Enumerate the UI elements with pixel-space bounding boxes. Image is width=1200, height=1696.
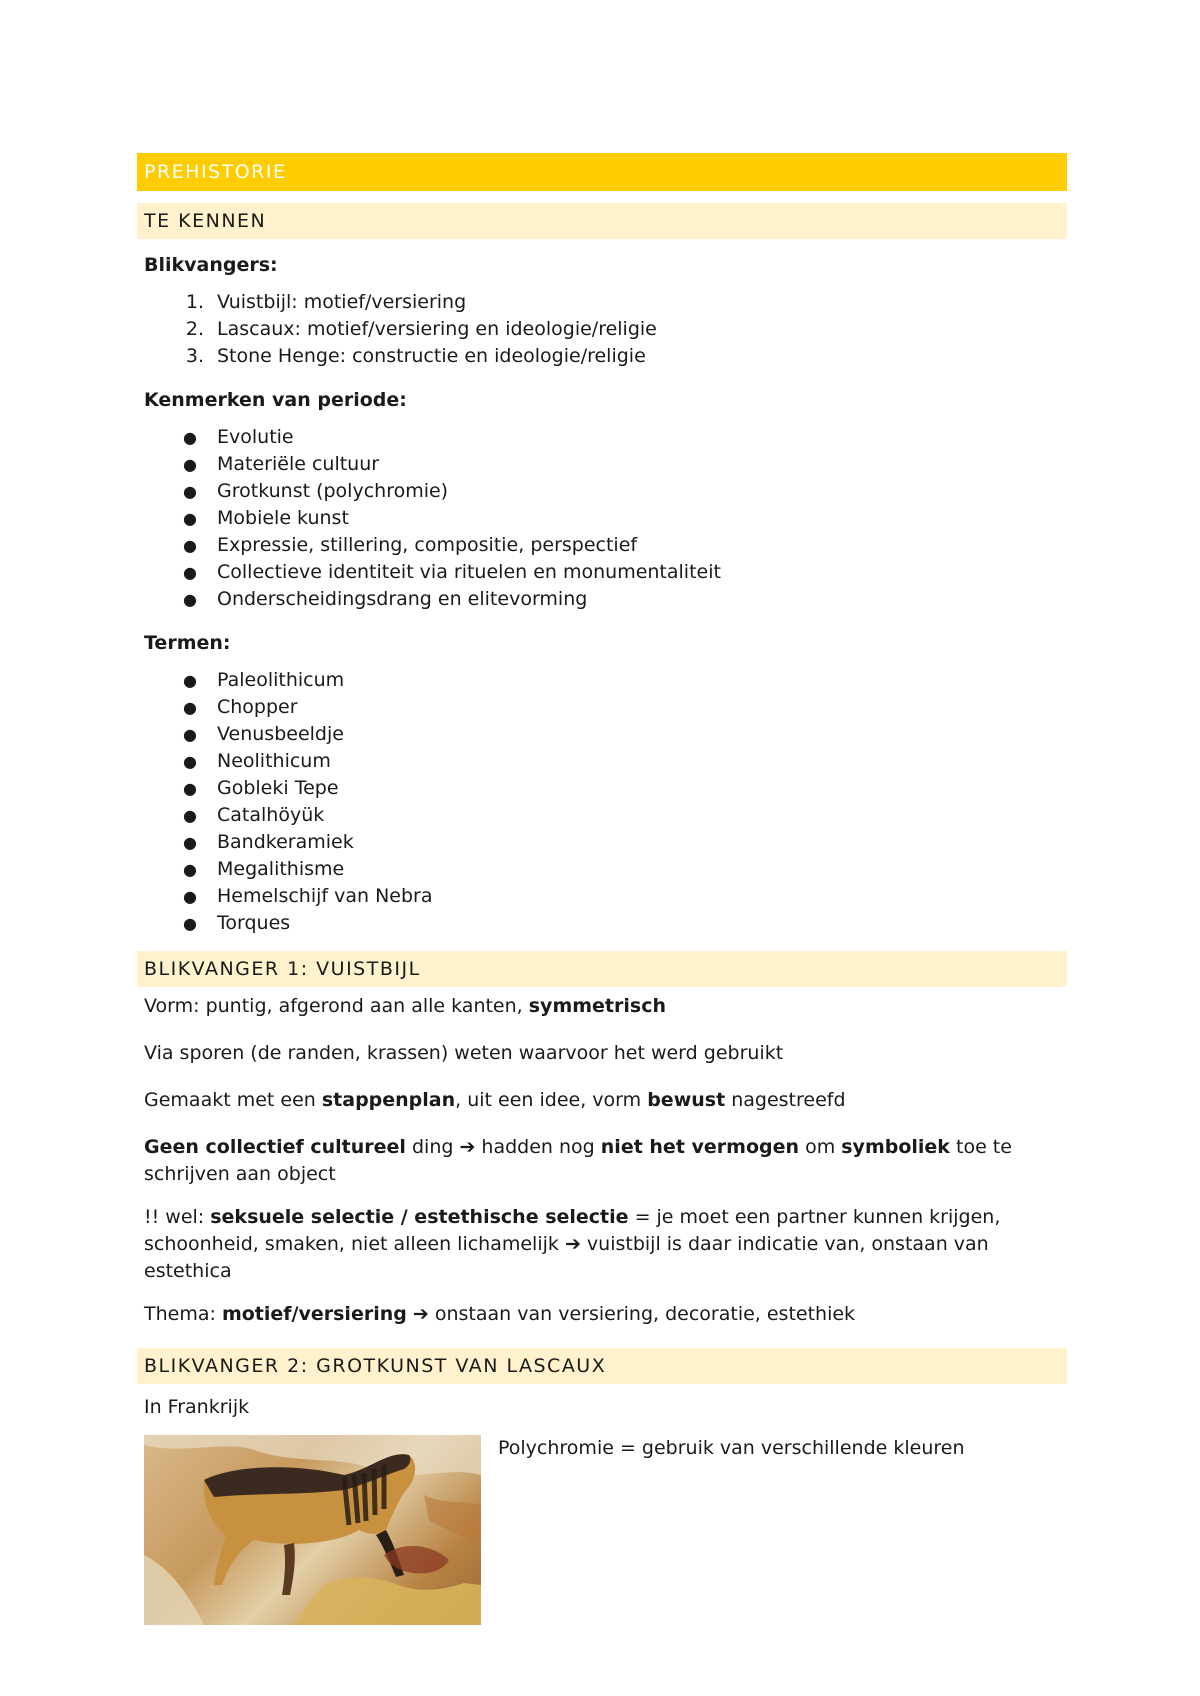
subheading-blikvanger-1: BLIKVANGER 1: VUISTBIJL <box>137 951 1067 987</box>
list-item: ● Venusbeeldje <box>137 721 1067 748</box>
bullet-icon: ● <box>183 833 197 852</box>
paragraph-selectie: !! wel: seksuele selectie / estethische selectie = je moet een partner kunnen krijgen, schoonheid, smaken, niet alleen lichamelijk ➔ vuistbijl is daar indicatie van, onstaan van estethica <box>144 1206 1001 1282</box>
blikvangers-label: Blikvangers: <box>144 254 278 276</box>
arrow-icon: ➔ <box>459 1136 476 1158</box>
bullet-icon: ● <box>183 563 197 582</box>
termen-label: Termen: <box>144 632 231 654</box>
list-item: ● Torques <box>137 910 1067 937</box>
kenmerken-label: Kenmerken van periode: <box>144 389 407 411</box>
bullet-icon: ● <box>183 779 197 798</box>
bullet-icon: ● <box>183 671 197 690</box>
list-item: ● Paleolithicum <box>137 667 1067 694</box>
paragraph-thema: Thema: motief/versiering ➔ onstaan van versiering, decoratie, estethiek <box>144 1303 856 1325</box>
paragraph-frankrijk: In Frankrijk <box>144 1396 250 1418</box>
section-heading-prehistorie: PREHISTORIE <box>137 153 1067 191</box>
list-item: ● Onderscheidingsdrang en elitevorming <box>137 586 1067 613</box>
bullet-icon: ● <box>183 914 197 933</box>
subheading-te-kennen: TE KENNEN <box>137 203 1067 239</box>
list-item: ● Mobiele kunst <box>137 505 1067 532</box>
subheading-blikvanger-2: BLIKVANGER 2: GROTKUNST VAN LASCAUX <box>137 1348 1067 1384</box>
list-item: ● Grotkunst (polychromie) <box>137 478 1067 505</box>
bullet-icon: ● <box>183 806 197 825</box>
arrow-icon: ➔ <box>564 1233 581 1255</box>
document-page <box>137 153 1067 1625</box>
list-item: ● Expressie, stillering, compositie, perspectief <box>137 532 1067 559</box>
termen-list <box>137 667 1067 937</box>
paragraph-collectief: Geen collectief cultureel ding ➔ hadden nog niet het vermogen om symboliek toe te schrijven aan object <box>144 1136 1012 1185</box>
bullet-icon: ● <box>183 725 197 744</box>
arrow-icon: ➔ <box>412 1303 429 1325</box>
list-item: ● Collectieve identiteit via rituelen en monumentaliteit <box>137 559 1067 586</box>
list-item: ● Neolithicum <box>137 748 1067 775</box>
paragraph-stappenplan: Gemaakt met een stappenplan, uit een idee, vorm bewust nagestreefd <box>144 1089 846 1111</box>
polychromie-text: Polychromie = gebruik van verschillende kleuren <box>498 1437 965 1459</box>
bullet-icon: ● <box>183 482 197 501</box>
bullet-icon: ● <box>183 428 197 447</box>
list-item: ● Bandkeramiek <box>137 829 1067 856</box>
list-item: ● Materiële cultuur <box>137 451 1067 478</box>
paragraph-sporen: Via sporen (de randen, krassen) weten waarvoor het werd gebruikt <box>144 1042 784 1064</box>
list-item: ● Catalhöyük <box>137 802 1067 829</box>
list-item: 2. Lascaux: motief/versiering en ideologie/religie <box>185 318 657 340</box>
bullet-icon: ● <box>183 752 197 771</box>
bullet-icon: ● <box>183 698 197 717</box>
list-item: ● Chopper <box>137 694 1067 721</box>
list-item: ● Gobleki Tepe <box>137 775 1067 802</box>
kenmerken-list <box>137 424 1067 613</box>
list-item: 1. Vuistbijl: motief/versiering <box>185 291 467 313</box>
paragraph-vorm: Vorm: puntig, afgerond aan alle kanten, symmetrisch <box>144 995 666 1017</box>
bullet-icon: ● <box>183 536 197 555</box>
bullet-icon: ● <box>183 509 197 528</box>
bullet-icon: ● <box>183 887 197 906</box>
lascaux-cave-painting-image <box>144 1435 481 1625</box>
bullet-icon: ● <box>183 860 197 879</box>
list-item: ● Hemelschijf van Nebra <box>137 883 1067 910</box>
horse-painting-icon <box>144 1435 481 1625</box>
blikvangers-list <box>137 289 1067 370</box>
bullet-icon: ● <box>183 590 197 609</box>
list-item: ● Evolutie <box>137 424 1067 451</box>
bullet-icon: ● <box>183 455 197 474</box>
list-item: ● Megalithisme <box>137 856 1067 883</box>
list-item: 3. Stone Henge: constructie en ideologie/religie <box>185 345 646 367</box>
